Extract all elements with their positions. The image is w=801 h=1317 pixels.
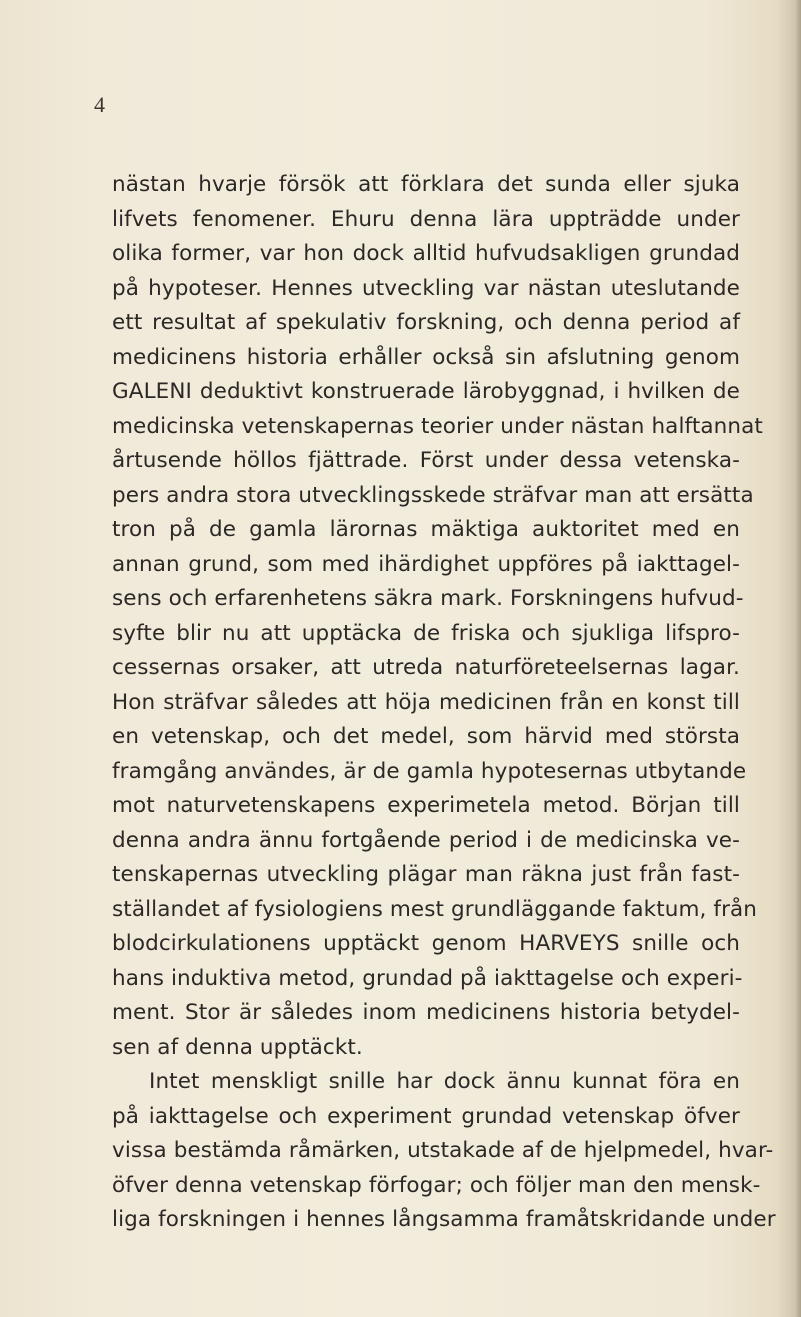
text-line: liga forskningen i hennes långsamma framåtskridande under <box>112 1207 776 1232</box>
text-line: framgång användes, är de gamla hypotesernas utbytande <box>112 758 747 784</box>
text-line: denna andra ännu fortgående period i de medicinska ve- <box>112 827 740 853</box>
text-line: på hypoteser. Hennes utveckling var nästan uteslutande <box>112 275 740 301</box>
page-edge-shadow <box>795 0 801 1317</box>
text-line: sen af denna upptäckt. <box>112 1034 363 1060</box>
page-number: 4 <box>94 92 105 117</box>
text-line: vissa bestämda råmärken, utstakade af de hjelpmedel, hvar- <box>112 1138 774 1163</box>
text-line: cessernas orsaker, att utreda naturföreteelsernas lagar. <box>112 655 740 680</box>
text-line: lifvets fenomener. Ehuru denna lära uppträdde under <box>112 206 740 232</box>
text-line: medicinska vetenskapernas teorier under nästan halftannat <box>112 413 763 439</box>
text-line: mot naturvetenskapens experimetela metod. Början till <box>112 793 740 818</box>
text-line: GALENI deduktivt konstruerade lärobyggnad, i hvilken de <box>112 379 740 404</box>
text-line: ett resultat af spekulativ forskning, och denna period af <box>112 310 740 335</box>
text-line: ment. Stor är således inom medicinens historia betydel- <box>112 1000 740 1025</box>
text-line: en vetenskap, och det medel, som härvid med största <box>112 724 740 749</box>
text-line: annan grund, som med ihärdighet uppföres på iakttagel- <box>112 551 740 577</box>
text-line: tron på de gamla lärornas mäktiga auktoritet med en <box>112 517 740 542</box>
text-line: sens och erfarenhetens säkra mark. Forskningens hufvud- <box>112 586 744 611</box>
text-line: olika former, var hon dock alltid hufvudsakligen grundad <box>112 241 740 266</box>
text-line: syfte blir nu att upptäcka de friska och sjukliga lifspro- <box>112 620 740 646</box>
text-line: tenskapernas utveckling plägar man räkna just från fast- <box>112 862 740 887</box>
text-line: ställandet af fysiologiens mest grundläggande faktum, från <box>112 896 758 922</box>
text-line: nästan hvarje försök att förklara det sunda eller sjuka <box>112 172 740 197</box>
text-line: Intet menskligt snille har dock ännu kunnat föra en <box>149 1069 740 1094</box>
text-line: årtusende höllos fjättrade. Först under dessa vetenska- <box>112 448 740 473</box>
body-text <box>112 168 776 1238</box>
text-line: öfver denna vetenskap förfogar; och följer man den mensk- <box>112 1172 761 1198</box>
text-line: hans induktiva metod, grundad på iakttagelse och experi- <box>112 965 743 991</box>
text-line: blodcirkulationens upptäckt genom HARVEYS snille och <box>112 931 740 956</box>
text-line: pers andra stora utvecklingsskede sträfvar man att ersätta <box>112 482 754 508</box>
text-line: Hon sträfvar således att höja medicinen från en konst till <box>112 689 740 715</box>
text-line: medicinens historia erhåller också sin afslutning genom <box>112 344 740 370</box>
text-line: på iakttagelse och experiment grundad vetenskap öfver <box>112 1103 740 1129</box>
